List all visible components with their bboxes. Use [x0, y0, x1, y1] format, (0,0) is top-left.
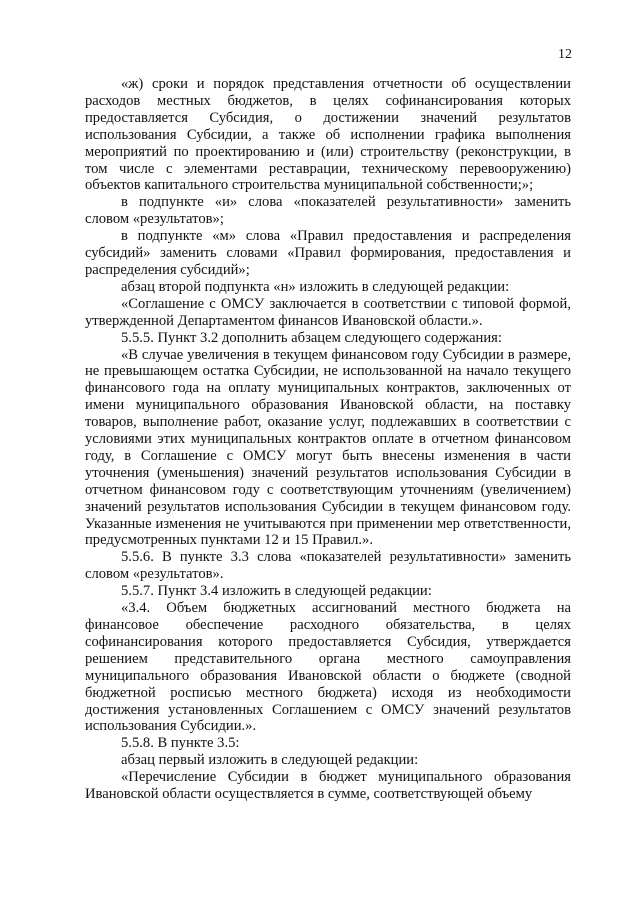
paragraph-agreement-quote: «Соглашение с ОМСУ заключается в соответствии с типовой формой, утвержденной Департаментом финансов Ивановской области.». — [85, 295, 571, 329]
page-number: 12 — [558, 47, 572, 62]
paragraph-first-abzac: абзац первый изложить в следующей редакции: — [121, 752, 419, 769]
document-body — [85, 76, 571, 803]
paragraph-subitem-m: в подпункте «м» слова «Правил предоставления и распределения субсидий» заменить словами «Правил формирования, предоставления и распределения субсидий»; — [85, 228, 571, 278]
paragraph-5-5-5: 5.5.5. Пункт 3.2 дополнить абзацем следующего содержания: — [121, 329, 502, 346]
paragraph-transfer-quote: «Перечисление Субсидии в бюджет муниципального образования Ивановской области осуществляется в сумме, соответствующей объему — [85, 769, 571, 803]
paragraph-5-5-6: 5.5.6. В пункте 3.3 слова «показателей результативности» заменить словом «результатов». — [85, 549, 571, 583]
paragraph-subitem-i: в подпункте «и» слова «показателей результативности» заменить словом «результатов»; — [85, 194, 571, 228]
paragraph-subsidy-increase-quote: «В случае увеличения в текущем финансовом году Субсидии в размере, не превышающем остатка Субсидии, не использованной на начало текущего финансового года на оплату муниципальных контрактов, заключенных от имени муниципального образования Ивановской области, на поставку товаров, выполнение работ, оказание услуг, подлежавших в соответствии с условиями этих муниципальных контрактов оплате в отчетном финансовом году, в Соглашение с ОМСУ могут быть внесены изменения в части уточнения (уменьшения) значений результатов использования Субсидии в отчетном финансовом году с соответствующим уточнениям (увеличением) значений результатов использования Субсидии в текущем финансовом году. Указанные изменения не учитываются при применении мер ответственности, предусмотренных пунктами 12 и 15 Правил.». — [85, 346, 571, 549]
paragraph-5-5-8: 5.5.8. В пункте 3.5: — [121, 735, 240, 752]
paragraph-subitem-zh: «ж) сроки и порядок представления отчетности об осуществлении расходов местных бюджетов, в целях софинансирования которых предоставляется Субсидия, о достижении значений результатов использования Субсидии, а также об исполнении графика выполнения мероприятий по проектированию и (или) строительству (реконструкции, в том числе с элементами реставрации, техническому перевооружению) объектов капитального строительства муниципальной собственности;»; — [85, 76, 571, 194]
paragraph-subitem-n-intro: абзац второй подпункта «н» изложить в следующей редакции: — [121, 278, 510, 295]
paragraph-3-4-quote: «3.4. Объем бюджетных ассигнований местного бюджета на финансовое обеспечение расходного обязательства, в целях софинансирования которого предоставляется Субсидия, утверждается решением представительного органа местного самоуправления муниципального образования Ивановской области о бюджете (сводной бюджетной росписью местного бюджета) исходя из необходимости достижения установленных Соглашением с ОМСУ значений результатов использования Субсидии.». — [85, 600, 571, 735]
paragraph-5-5-7: 5.5.7. Пункт 3.4 изложить в следующей редакции: — [121, 583, 432, 600]
